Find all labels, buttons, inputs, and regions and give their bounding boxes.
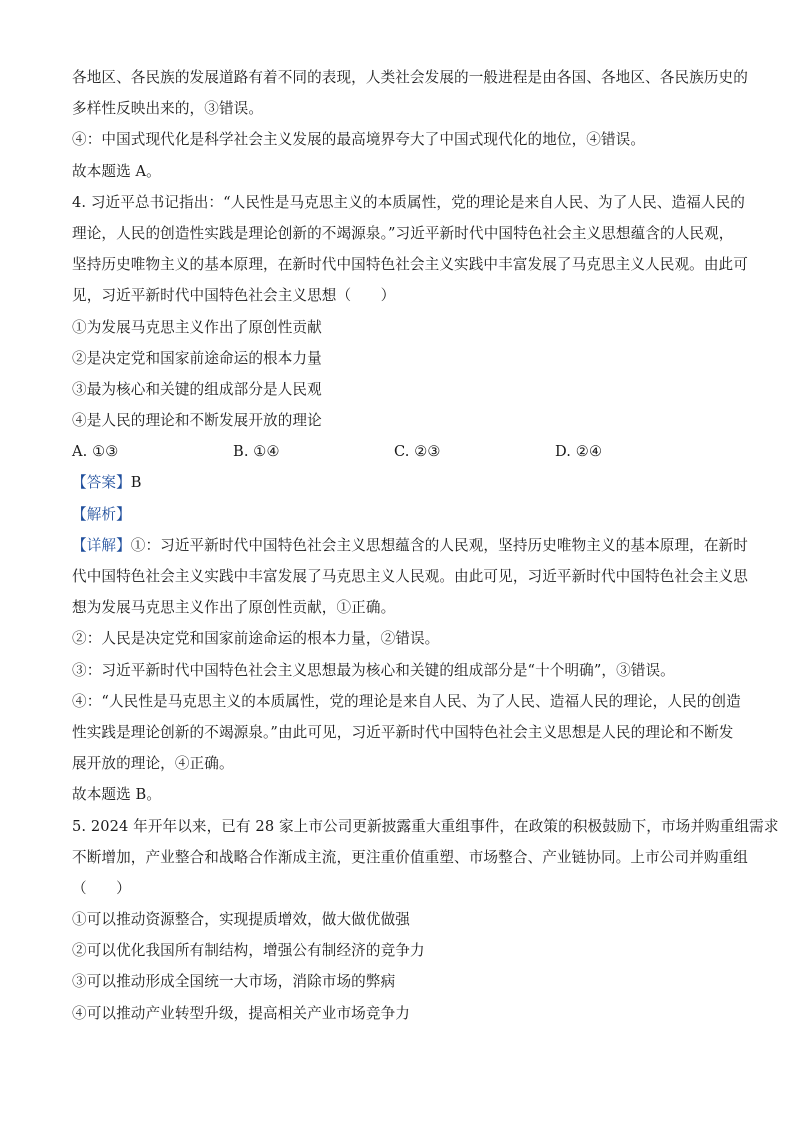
document-page <box>72 62 779 1029</box>
text-line: 想为发展马克思主义作出了原创性贡献，①正确。 <box>72 599 396 617</box>
question-5-stem: 5. 2024 年开年以来，已有 28 家上市公司更新披露重大重组事件，在政策的积极鼓励下，市场并购重组需求 <box>72 817 779 835</box>
option-b: B. ①④ <box>233 443 280 461</box>
text-line: 各地区、各民族的发展道路有着不同的表现，人类社会发展的一般进程是由各国、各地区、各民族历史的 <box>72 69 748 86</box>
text-line: 见，习近平新时代中国特色社会主义思想（ ） <box>72 287 396 305</box>
statement-item: ②可以优化我国所有制结构，增强公有制经济的竞争力 <box>72 942 425 960</box>
statement-item: ②是决定党和国家前途命运的根本力量 <box>72 349 322 367</box>
statement-item: ④是人民的理论和不断发展开放的理论 <box>72 412 322 430</box>
conclusion-line: 故本题选 A。 <box>72 162 161 180</box>
option-c: C. ②③ <box>394 443 441 461</box>
answer-tag: 【答案】 <box>72 474 131 492</box>
statement-item: ①为发展马克思主义作出了原创性贡献 <box>72 318 322 336</box>
conclusion-line: 故本题选 B。 <box>72 786 162 804</box>
text-line: 坚持历史唯物主义的基本原理，在新时代中国特色社会主义实践中丰富发展了马克思主义人民观。由此可 <box>72 256 748 274</box>
option-d: D. ②④ <box>555 443 603 461</box>
text-line: 不断增加，产业整合和战略合作渐成主流，更注重价值重塑、市场整合、产业链协同。上市公司并购重组 <box>72 848 748 866</box>
text-line: ③：习近平新时代中国特色社会主义思想最为核心和关键的组成部分是“十个明确”，③错误。 <box>72 661 675 679</box>
statement-item: ③最为核心和关键的组成部分是人民观 <box>72 380 322 398</box>
text-line: 理论，人民的创造性实践是理论创新的不竭源泉。”习近平新时代中国特色社会主义思想蕴含的人民观， <box>72 224 734 242</box>
text-line: 代中国特色社会主义实践中丰富发展了马克思主义人民观。由此可见，习近平新时代中国特色社会主义思 <box>72 568 748 585</box>
detail-text: ①：习近平新时代中国特色社会主义思想蕴含的人民观，坚持历史唯物主义的基本原理，在新时 <box>130 536 748 554</box>
detail-tag: 【详解】 <box>72 536 131 554</box>
text-line: ②：人民是决定党和国家前途命运的根本力量，②错误。 <box>72 630 440 648</box>
statement-item: ③可以推动形成全国统一大市场，消除市场的弊病 <box>72 973 396 991</box>
answer-blank: （ ） <box>72 879 131 897</box>
detail-line <box>72 530 748 561</box>
text-line: ④：“人民性是马克思主义的本质属性，党的理论是来自人民、为了人民、造福人民的理论，人民的创造 <box>72 692 741 710</box>
answer-value: B <box>130 474 142 492</box>
analysis-tag: 【解析】 <box>72 505 131 523</box>
option-a: A. ①③ <box>72 443 119 461</box>
text-line: 多样性反映出来的，③错误。 <box>72 100 264 118</box>
answer-line <box>72 467 724 498</box>
text-line: 展开放的理论，④正确。 <box>72 755 234 773</box>
question-4-options <box>72 436 724 467</box>
statement-item: ④可以推动产业转型升级，提高相关产业市场竞争力 <box>72 1004 410 1022</box>
analysis-line <box>72 499 724 530</box>
statement-item: ①可以推动资源整合，实现提质增效，做大做优做强 <box>72 911 410 929</box>
text-line: 性实践是理论创新的不竭源泉。”由此可见，习近平新时代中国特色社会主义思想是人民的理论和不断发 <box>72 723 734 741</box>
question-4-stem: 4. 习近平总书记指出：“人民性是马克思主义的本质属性，党的理论是来自人民、为了人民、造福人民的 <box>72 193 745 211</box>
text-line: ④：中国式现代化是科学社会主义发展的最高境界夸大了中国式现代化的地位，④错误。 <box>72 131 646 149</box>
